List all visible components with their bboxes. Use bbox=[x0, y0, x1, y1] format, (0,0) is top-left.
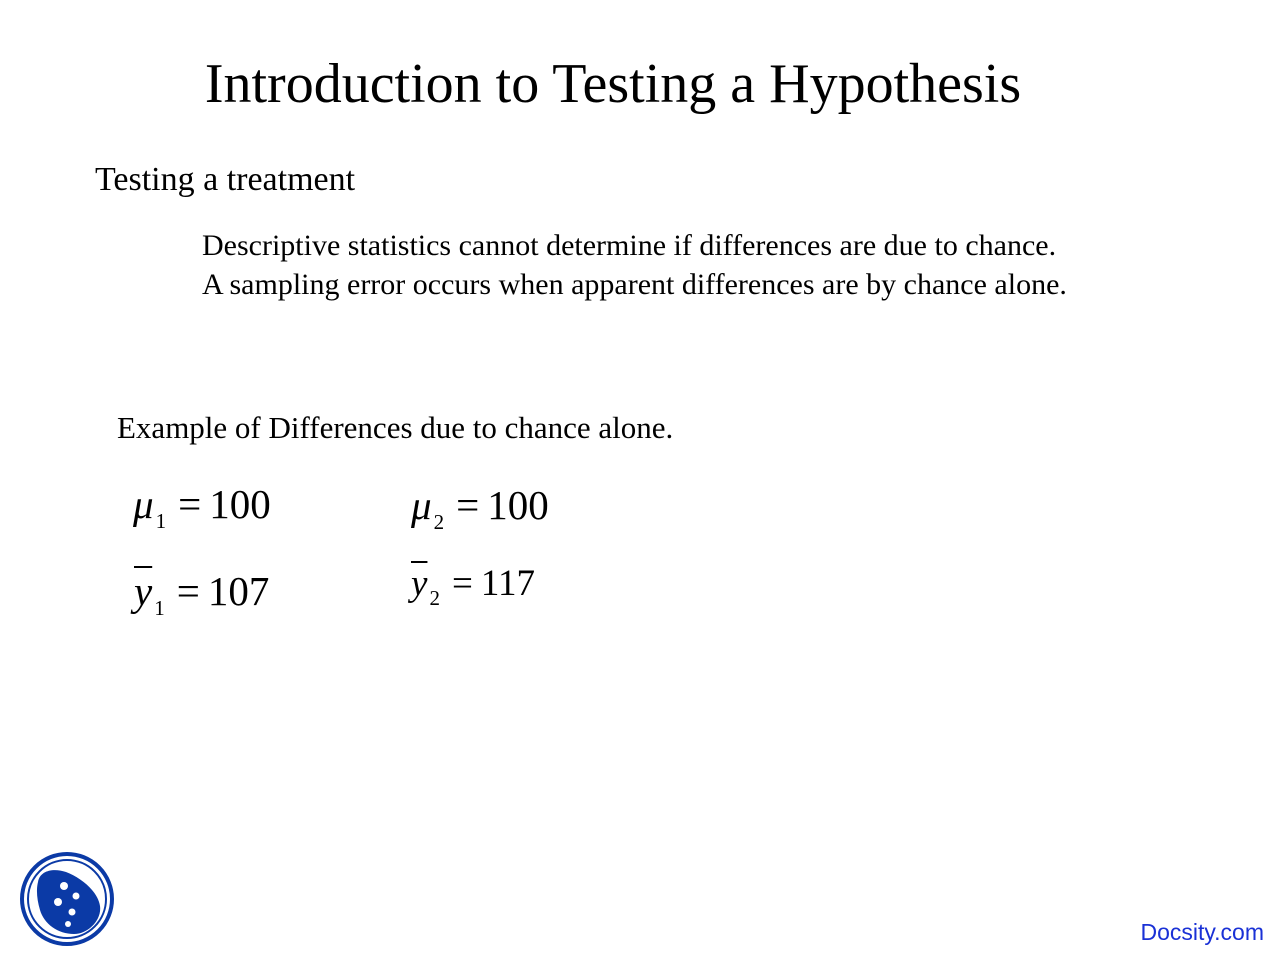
equation-mu1 bbox=[133, 480, 271, 535]
equation-subscript: 2 bbox=[429, 586, 440, 610]
equation-subscript: 1 bbox=[155, 509, 167, 533]
docsity-brand-link[interactable]: Docsity.com bbox=[1140, 919, 1264, 945]
equation-symbol: $\overline{y}$ bbox=[411, 563, 428, 604]
equation-mu2 bbox=[411, 481, 549, 536]
equation-y2 bbox=[411, 560, 535, 612]
equation-subscript: 2 bbox=[433, 510, 445, 534]
equation-value: 107 bbox=[207, 568, 270, 614]
bullet-text: Descriptive statistics cannot determine if differences are due to chance. bbox=[202, 229, 1057, 262]
equation-value: 100 bbox=[209, 481, 271, 527]
equation-operator: = bbox=[176, 568, 200, 614]
equation-operator: = bbox=[456, 482, 480, 528]
equation-value: 100 bbox=[487, 482, 549, 528]
example-heading: Example of Differences due to chance alone. bbox=[117, 410, 674, 445]
equation-symbol: μ bbox=[133, 481, 154, 527]
equation-subscript: 1 bbox=[154, 596, 165, 620]
equation-value: 117 bbox=[480, 563, 535, 604]
equation-operator: = bbox=[451, 563, 473, 604]
slide-title: Introduction to Testing a Hypothesis bbox=[204, 53, 1022, 115]
equation-symbol: μ bbox=[411, 482, 432, 528]
bullet-text: A sampling error occurs when apparent differences are by chance alone. bbox=[202, 268, 1067, 301]
equation-operator: = bbox=[178, 481, 202, 527]
equation-y1 bbox=[134, 567, 269, 622]
docsity-logo-icon bbox=[20, 852, 114, 946]
section-heading: Testing a treatment bbox=[95, 161, 356, 198]
equation-symbol: $\overline{y}$ bbox=[134, 568, 153, 614]
